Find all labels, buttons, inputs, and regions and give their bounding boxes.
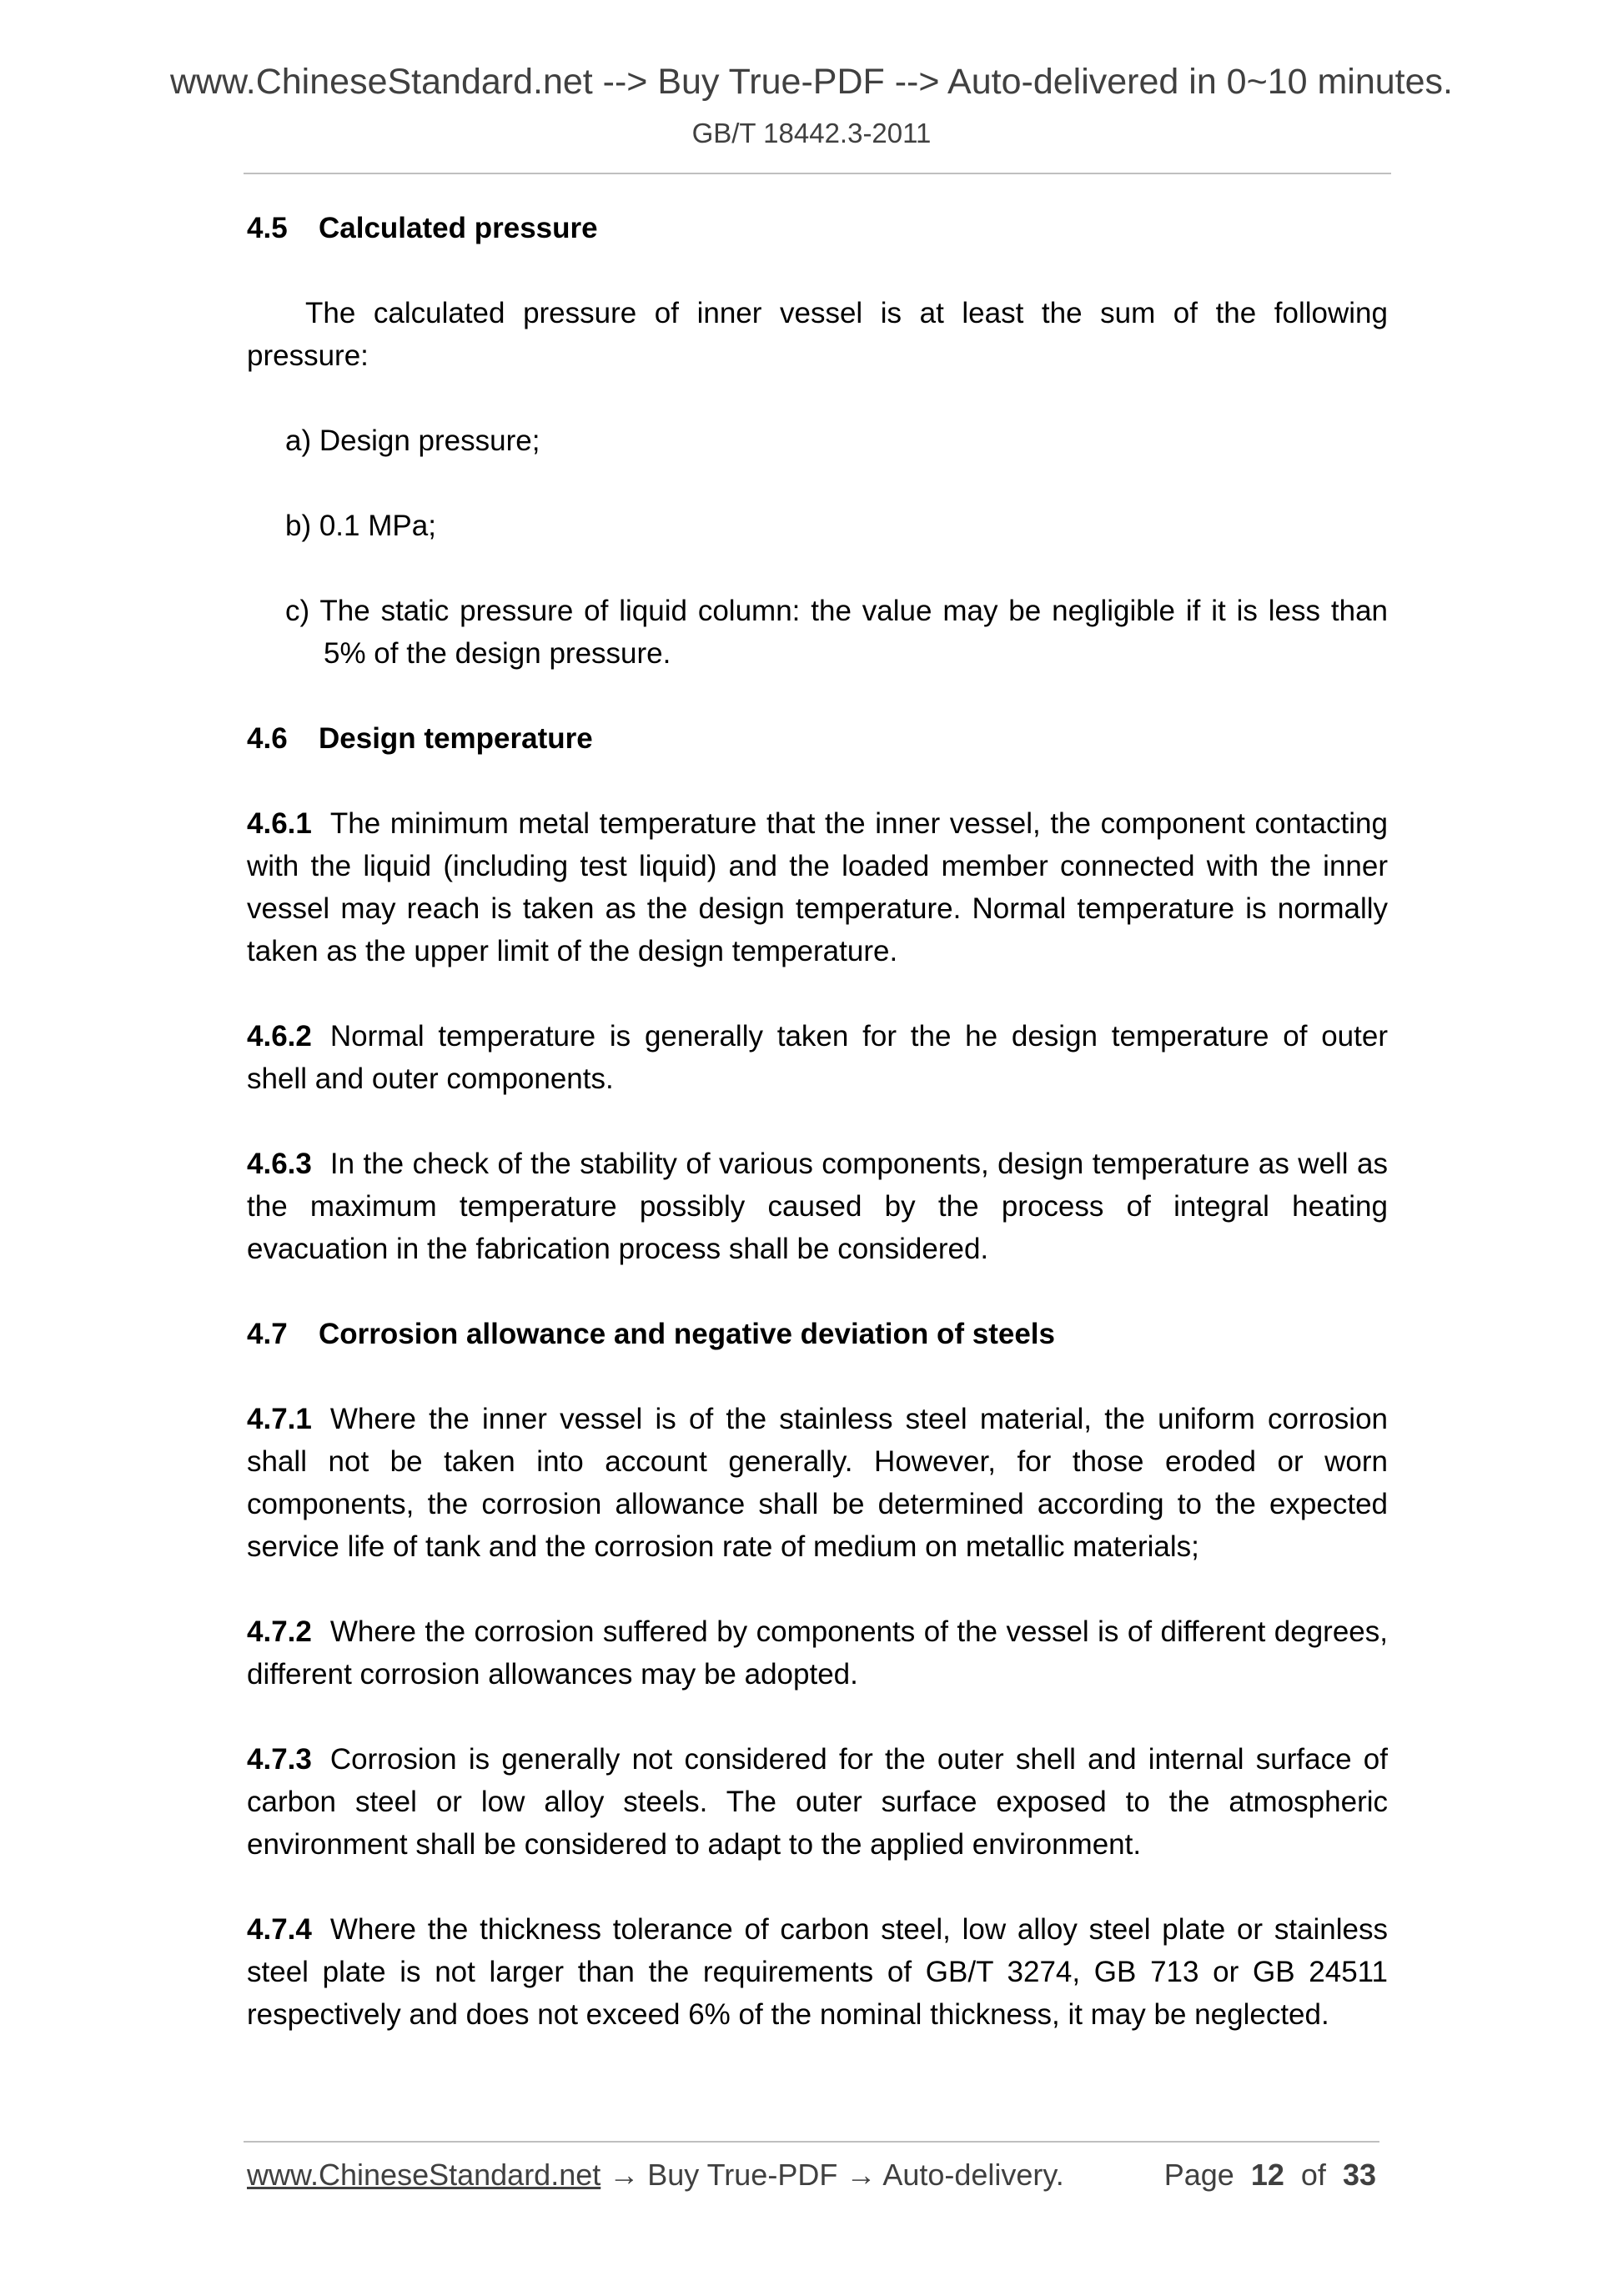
clause-number: 4.7.1 — [247, 1403, 312, 1435]
footer-divider — [244, 2141, 1379, 2143]
section-heading-4-7 — [247, 1313, 1388, 1355]
page-indicator — [1164, 2158, 1376, 2193]
section-number: 4.7 — [247, 1318, 288, 1350]
clause-number: 4.7.2 — [247, 1615, 312, 1648]
clause-4-6-3 — [247, 1143, 1388, 1270]
clause-4-7-4 — [247, 1908, 1388, 2036]
footer-link-suffix: → Buy True-PDF → Auto-delivery. — [600, 2158, 1064, 2192]
list-item: a) Design pressure; — [285, 425, 540, 457]
list-item: b) 0.1 MPa; — [285, 510, 436, 542]
clause-text: Where the thickness tolerance of carbon steel, low alloy steel plate or stainless steel plate is not larger than the requirements of GB/T 3274, GB 713 or GB 24511 respectively and does not exceed 6% of the nominal thickness, it may be neglected. — [247, 1913, 1388, 2031]
of-label: of — [1300, 2158, 1326, 2192]
clause-text: Where the inner vessel is of the stainless steel material, the uniform corrosion shall not be taken into account generally. However, for those eroded or worn components, the corrosion allowance shall be determined according to the expected service life of tank and the corrosion rate of medium on metallic materials; — [247, 1403, 1388, 1563]
section-title: Design temperature — [319, 722, 593, 755]
header-divider — [244, 173, 1391, 174]
clause-text: Normal temperature is generally taken for the he design temperature of outer shell and outer components. — [247, 1020, 1388, 1095]
clause-number: 4.6.1 — [247, 807, 312, 840]
clause-text: In the check of the stability of various components, design temperature as well as the maximum temperature possibly caused by the process of integral heating evacuation in the fabrication process shall be considered. — [247, 1148, 1388, 1265]
clause-text: Corrosion is generally not considered for the outer shell and internal surface of carbon steel or low alloy steels. The outer surface exposed to the atmospheric environment shall be considered to adapt to the applied environment. — [247, 1743, 1388, 1861]
document-body — [247, 207, 1388, 2078]
clause-4-7-2 — [247, 1610, 1388, 1696]
standard-code: GB/T 18442.3-2011 — [691, 118, 932, 148]
section-title: Corrosion allowance and negative deviation of steels — [319, 1318, 1055, 1350]
clause-4-7-1 — [247, 1398, 1388, 1568]
section-heading-4-6 — [247, 717, 1388, 760]
header-banner: www.ChineseStandard.net --> Buy True-PDF --> Auto-delivered in 0~10 minutes. — [169, 62, 1453, 102]
clause-text: The minimum metal temperature that the inner vessel, the component contacting with the liquid (including test liquid) and the loaded member connected with the inner vessel may reach is taken as the design temperature. Normal temperature is normally taken as the upper limit of the design temperature. — [247, 807, 1388, 967]
clause-text: Where the corrosion suffered by components of the vessel is of different degrees, different corrosion allowances may be adopted. — [247, 1615, 1388, 1691]
clause-4-6-2 — [247, 1015, 1388, 1100]
footer-site-link[interactable]: www.ChineseStandard.net — [247, 2158, 601, 2192]
section-title: Calculated pressure — [319, 212, 598, 244]
section-number: 4.5 — [247, 212, 288, 244]
page-label: Page — [1163, 2158, 1234, 2192]
clause-number: 4.6.2 — [247, 1020, 312, 1053]
total-pages: 33 — [1342, 2158, 1376, 2192]
clause-number: 4.6.3 — [247, 1148, 312, 1180]
clause-4-7-3 — [247, 1738, 1388, 1866]
section-number: 4.6 — [247, 722, 288, 755]
clause-number: 4.7.3 — [247, 1743, 312, 1776]
list-item: c) The static pressure of liquid column: the value may be negligible if it is less than 5% of the design pressure. — [285, 595, 1388, 670]
footer-left — [247, 2158, 1064, 2193]
page-number: 12 — [1250, 2158, 1284, 2192]
section-heading-4-5 — [247, 207, 1388, 249]
clause-4-6-1 — [247, 802, 1388, 972]
paragraph: The calculated pressure of inner vessel is at least the sum of the following pressure: — [247, 297, 1388, 372]
clause-number: 4.7.4 — [247, 1913, 312, 1946]
